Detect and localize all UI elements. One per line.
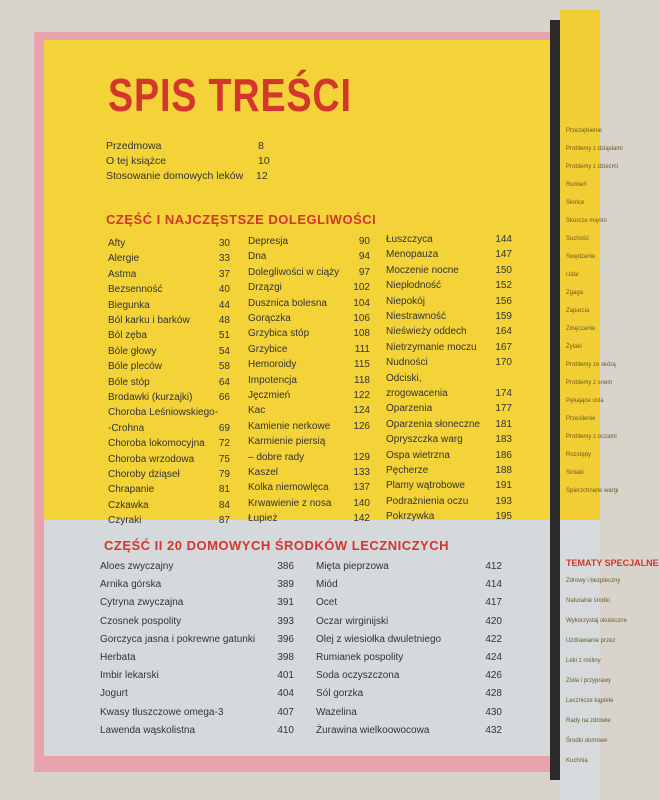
intro-entry-label: Przedmowa xyxy=(106,140,162,152)
toc-entry-page: 432 xyxy=(485,724,502,736)
toc-entry-page: 404 xyxy=(277,688,294,700)
toc-entry-label: Opryszczka warg xyxy=(386,434,463,446)
right-page xyxy=(560,10,659,800)
right-page-lower-line: Uzdrawianie przez xyxy=(566,638,616,644)
toc-entry-label: Dolegliwości w ciąży xyxy=(248,266,340,278)
toc-entry-label: Lawenda wąskolistna xyxy=(100,724,196,736)
toc-entry-page: 150 xyxy=(495,264,512,276)
toc-entry-page: 51 xyxy=(218,330,230,342)
toc-entry-label: Gorczyca jasna i pokrewne gatunki xyxy=(100,633,256,645)
toc-entry-label: Drzązgi xyxy=(248,282,282,294)
toc-entry-label: Nieświeży oddech xyxy=(386,326,467,338)
right-page-line: Zmęczenie xyxy=(566,326,596,332)
toc-entry-page: 407 xyxy=(277,706,294,718)
toc-entry-label: Łuszczyca xyxy=(386,234,433,245)
toc-entry-page: 430 xyxy=(485,706,502,718)
toc-entry-label: Choroba Leśniowskiego- xyxy=(108,407,219,419)
toc-entry-page: 393 xyxy=(277,615,294,627)
toc-entry-page: 424 xyxy=(485,652,502,663)
toc-entry-label: Rumianek pospolity xyxy=(316,652,404,663)
part1-title: CZĘŚĆ I NAJCZĘSTSZE DOLEGLIWOŚCI xyxy=(106,212,377,227)
toc-entry-page: 389 xyxy=(277,579,294,591)
right-page-lower-line: Kuchnia xyxy=(566,758,588,764)
right-page-line: Siniaki xyxy=(566,470,584,476)
toc-entry-label: Ospa wietrzna xyxy=(386,449,450,461)
toc-entry-label: Alergie xyxy=(108,253,140,265)
toc-entry-page: 124 xyxy=(353,405,370,417)
toc-entry-label: Karmienie piersią xyxy=(248,436,326,448)
right-page-lower-line: Zdrowy i bezpieczny xyxy=(566,578,621,584)
toc-entry-page: 142 xyxy=(353,513,370,525)
toc-entry-page: 186 xyxy=(495,449,512,461)
toc-entry-page: 48 xyxy=(218,315,230,326)
toc-entry-page: 87 xyxy=(218,515,230,527)
toc-entry-label: Żurawina wielkoowocowa xyxy=(316,724,430,736)
toc-entry-page: 152 xyxy=(495,280,512,292)
toc-entry-label: Brodawki (kurzajki) xyxy=(108,392,193,403)
toc-entry-label: Grzybice xyxy=(248,343,288,355)
right-page-lower-line: Wykorzystaj skuteczne xyxy=(566,618,627,624)
toc-entry-label: Dna xyxy=(248,251,267,263)
toc-entry-page: 167 xyxy=(495,341,512,353)
toc-entry-label: Kamienie nerkowe xyxy=(248,420,331,432)
toc-entry-label: Cytryna zwyczajna xyxy=(100,597,184,609)
intro-entry-page: 12 xyxy=(256,170,268,182)
toc-entry-page: 81 xyxy=(218,484,230,496)
toc-entry-label: Bóle pleców xyxy=(108,361,162,373)
right-page-line: Problemy z dziećmi xyxy=(566,164,619,170)
right-page-lower-line: Zioła i przyprawy xyxy=(566,678,612,684)
right-page-lower-line: Leki z rośliny xyxy=(566,658,601,664)
toc-entry-label: Czyraki xyxy=(108,515,142,527)
toc-entry-label: Menopauza xyxy=(386,249,439,261)
toc-entry-label: Impotencja xyxy=(248,374,297,386)
toc-entry-label: Astma xyxy=(108,268,137,280)
toc-entry-label: Oparzenia słoneczne xyxy=(386,418,480,430)
toc-entry-page: 102 xyxy=(353,282,370,294)
toc-entry-page: 75 xyxy=(218,453,230,465)
toc-entry-label: Choroba lokomocyjna xyxy=(108,438,205,450)
toc-entry-page: 133 xyxy=(353,467,370,478)
toc-entry-page: 410 xyxy=(277,724,294,736)
toc-entry-label: Sól gorzka xyxy=(316,688,364,700)
toc-entry-page: 159 xyxy=(495,311,512,322)
toc-entry-page: 37 xyxy=(218,268,230,280)
toc-entry-page: 183 xyxy=(495,434,512,446)
toc-entry-page: 30 xyxy=(218,238,230,249)
toc-entry-label: Podrażnienia oczu xyxy=(386,495,469,507)
right-page-line: Zgaga xyxy=(566,290,584,296)
toc-entry-page: 164 xyxy=(495,326,512,338)
right-page-line: Rozstępy xyxy=(566,452,592,458)
toc-entry-page: 126 xyxy=(353,420,370,432)
right-page-line: Rumień xyxy=(566,182,587,188)
toc-entry-page: 188 xyxy=(495,465,512,476)
toc-entry-page: 54 xyxy=(218,345,230,357)
toc-entry-page: 156 xyxy=(495,295,512,307)
toc-page xyxy=(44,40,550,756)
part2-title: CZĘŚĆ II 20 DOMOWYCH ŚRODKÓW LECZNICZYCH xyxy=(104,538,450,553)
right-page-line: Problemy ze skórą xyxy=(566,362,616,368)
toc-entry-label: Krwawienie z nosa xyxy=(248,497,332,509)
toc-entry-label: Czosnek pospolity xyxy=(100,615,182,627)
toc-entry-label: Niestrawność xyxy=(386,311,447,322)
toc-entry-label: Kolka niemowlęca xyxy=(248,482,329,494)
toc-entry-label: Gorączka xyxy=(248,313,291,324)
toc-entry-label: Moczenie nocne xyxy=(386,264,459,276)
toc-entry-page: 90 xyxy=(358,236,370,247)
right-page-line: Problemy z dziąsłami xyxy=(566,146,623,152)
toc-entry-page: 118 xyxy=(354,374,370,386)
intro-entry-page: 10 xyxy=(258,155,270,167)
toc-entry-page: 111 xyxy=(354,343,370,355)
toc-entry-label: Wazelina xyxy=(316,706,357,718)
toc-entry-label: Ocet xyxy=(316,597,338,609)
toc-entry-label: – dobre rady xyxy=(248,451,305,463)
toc-entry-label: Aloes zwyczajny xyxy=(100,561,174,572)
toc-entry-page: 414 xyxy=(485,579,502,591)
toc-entry-label: Niepokój xyxy=(386,295,425,307)
right-page-line: Problemy z snem xyxy=(566,380,613,386)
toc-entry-page: 401 xyxy=(277,670,294,682)
book-spine xyxy=(550,20,560,780)
toc-entry-page: 417 xyxy=(485,597,502,609)
toc-entry-page: 104 xyxy=(353,297,370,309)
intro-entry-label: Stosowanie domowych leków xyxy=(106,170,244,182)
toc-entry-label: Arnika górska xyxy=(100,579,162,591)
toc-entry-label: -Crohna xyxy=(108,422,145,434)
toc-entry-page: 144 xyxy=(495,234,512,245)
toc-entry-page: 97 xyxy=(358,266,370,278)
toc-entry-page: 396 xyxy=(277,633,294,645)
right-page-line: Suchość xyxy=(566,236,590,242)
right-page-line: Przesilenie xyxy=(566,416,596,422)
right-page-line: Skurcze mięśni xyxy=(566,218,607,224)
toc-entry-page: 412 xyxy=(485,561,502,572)
right-page-line: Żylaki xyxy=(566,344,582,350)
toc-entry-page: 181 xyxy=(495,418,512,430)
toc-entry-label: Ból karku i barków xyxy=(108,315,190,326)
toc-entry-label: Plamy wątrobowe xyxy=(386,480,465,492)
toc-entry-page: 69 xyxy=(218,422,230,434)
toc-entry-page: 72 xyxy=(218,438,230,450)
toc-entry-page: 191 xyxy=(495,480,512,492)
toc-entry-label: Soda oczyszczona xyxy=(316,670,400,682)
toc-entry-label: Odciski, xyxy=(386,372,422,384)
toc-entry-page: 195 xyxy=(495,511,512,523)
toc-entry-page: 420 xyxy=(485,615,502,627)
toc-entry-label: Pokrzywka xyxy=(386,511,435,523)
toc-entry-label: Dusznica bolesna xyxy=(248,297,327,309)
right-page-lower-line: Rady na zdrowie xyxy=(566,718,611,724)
toc-entry-page: 64 xyxy=(218,376,230,388)
toc-entry-label: Jogurt xyxy=(100,688,128,700)
right-page-lower-line: Lecznicze kąpiele xyxy=(566,698,614,704)
toc-entry-page: 79 xyxy=(218,469,230,480)
right-page-line: Przeziębienie xyxy=(566,128,603,134)
toc-entry-label: Mięta pieprzowa xyxy=(316,561,389,572)
toc-entry-page: 94 xyxy=(358,251,370,263)
toc-entry-page: 398 xyxy=(277,652,294,663)
right-page-line: Swędzenie xyxy=(566,254,596,260)
right-page-heading: TEMATY SPECJALNE xyxy=(566,558,659,568)
toc-entry-page: 106 xyxy=(353,313,370,324)
right-page-line: Pękające usta xyxy=(566,398,604,404)
right-page-line: Udar xyxy=(566,272,580,278)
toc-entry-label: Nietrzymanie moczu xyxy=(386,341,477,353)
right-page-line: Słońce xyxy=(566,200,585,206)
toc-entry-page: 422 xyxy=(485,633,502,645)
toc-entry-page: 170 xyxy=(495,357,512,369)
toc-entry-page: 177 xyxy=(495,403,512,415)
toc-entry-page: 193 xyxy=(495,495,512,507)
toc-entry-page: 147 xyxy=(495,249,512,261)
toc-entry-label: Choroba wrzodowa xyxy=(108,453,195,465)
page-title: SPIS TREŚCI xyxy=(108,69,352,121)
right-page-lower-line: Naturalne środki xyxy=(566,598,610,604)
toc-entry-page: 129 xyxy=(353,451,370,463)
toc-entry-label: Afty xyxy=(108,238,126,249)
toc-entry-label: Choroby dziąseł xyxy=(108,469,180,480)
right-page-line: Zaparcia xyxy=(566,308,590,314)
toc-entry-label: Czkawka xyxy=(108,499,149,511)
right-page-line: Problemy z oczami xyxy=(566,434,617,440)
toc-entry-page: 108 xyxy=(353,328,370,340)
toc-entry-label: Miód xyxy=(316,579,338,591)
intro-entry-page: 8 xyxy=(258,140,264,152)
toc-entry-label: Kac xyxy=(248,405,266,417)
toc-entry-page: 33 xyxy=(218,253,230,265)
toc-entry-label: Chrapanie xyxy=(108,484,155,496)
toc-entry-page: 58 xyxy=(218,361,230,373)
toc-entry-label: Bóle stóp xyxy=(108,376,150,388)
toc-entry-page: 426 xyxy=(485,670,502,682)
toc-entry-label: Herbata xyxy=(100,652,136,663)
toc-entry-label: Oczar wirginijski xyxy=(316,615,389,627)
toc-entry-label: Jęczmień xyxy=(248,390,291,401)
toc-entry-label: Imbir lekarski xyxy=(100,670,159,682)
toc-entry-page: 174 xyxy=(495,388,512,399)
toc-entry-label: Pęcherze xyxy=(386,465,429,476)
toc-entry-page: 44 xyxy=(218,299,230,311)
toc-entry-label: Ból zęba xyxy=(108,330,147,342)
toc-entry-page: 122 xyxy=(353,390,370,401)
intro-entry-label: O tej książce xyxy=(106,155,167,167)
toc-entry-label: Kaszel xyxy=(248,467,279,478)
toc-entry-label: Olej z wiesiołka dwuletniego xyxy=(316,633,442,645)
toc-entry-page: 137 xyxy=(353,482,370,494)
toc-entry-page: 115 xyxy=(354,359,370,371)
toc-entry-page: 66 xyxy=(218,392,230,403)
toc-entry-page: 84 xyxy=(218,499,230,511)
toc-entry-label: Biegunka xyxy=(108,299,150,311)
right-page-line: Spierzchnięte wargi xyxy=(566,488,619,494)
toc-entry-page: 428 xyxy=(485,688,502,700)
toc-entry-label: Niepłodność xyxy=(386,280,442,292)
toc-entry-label: Oparzenia xyxy=(386,403,433,415)
toc-entry-label: Hemoroidy xyxy=(248,359,297,371)
toc-entry-page: 40 xyxy=(218,284,230,296)
toc-entry-page: 140 xyxy=(353,497,370,509)
toc-entry-label: Nudności xyxy=(386,357,428,369)
toc-entry-label: Depresja xyxy=(248,236,289,247)
toc-entry-label: zrogowacenia xyxy=(386,388,448,399)
right-page-lower-line: Środki domowe xyxy=(566,738,608,744)
toc-entry-page: 386 xyxy=(277,561,294,572)
toc-entry-label: Bóle głowy xyxy=(108,345,157,357)
toc-entry-label: Kwasy tłuszczowe omega-3 xyxy=(100,706,224,718)
toc-entry-label: Bezsenność xyxy=(108,284,163,296)
toc-entry-label: Łupież xyxy=(248,513,278,525)
toc-entry-page: 391 xyxy=(277,597,294,609)
toc-entry-label: Grzybica stóp xyxy=(248,328,310,340)
